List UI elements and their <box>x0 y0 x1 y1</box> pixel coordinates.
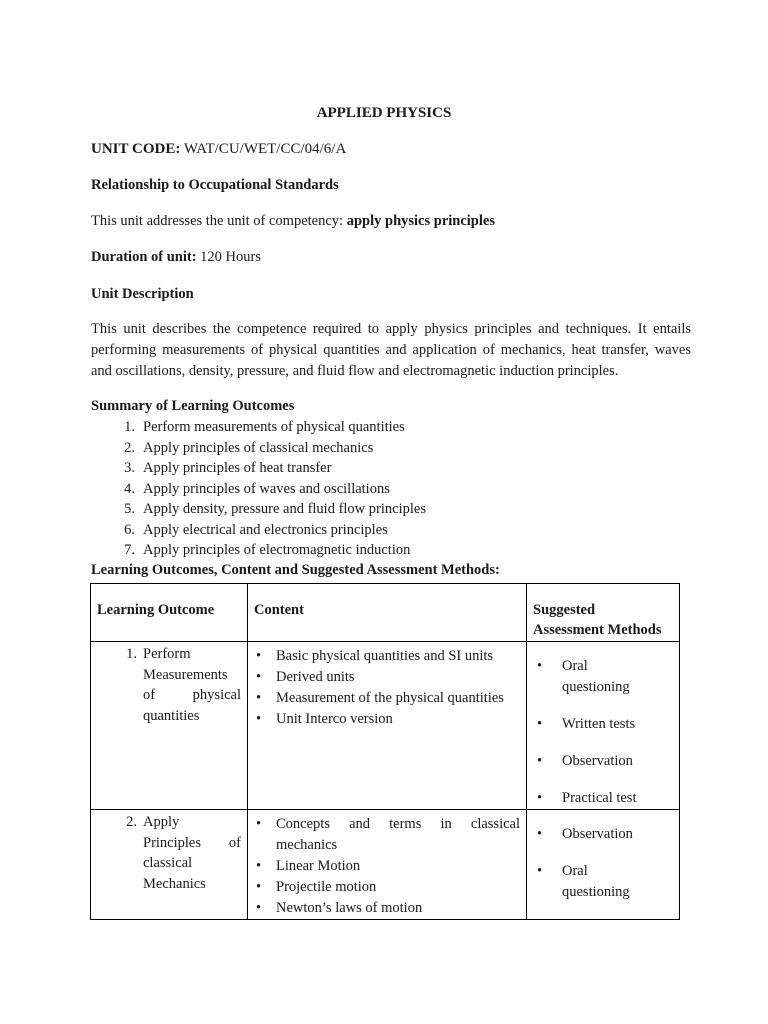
outcome-cell: 2. Apply Principles of classical Mechanics <box>91 810 248 920</box>
list-item: • Measurement of the physical quantities <box>256 690 504 706</box>
summary-heading: Summary of Learning Outcomes <box>91 398 295 414</box>
header-content: Content <box>248 584 527 642</box>
list-item: 6. Apply electrical and electronics principles <box>124 521 388 538</box>
duration-line <box>91 249 261 266</box>
duration-label: Duration of unit: <box>91 249 197 265</box>
outcome-cell: 1. Perform Measurements of physical quantities <box>91 642 248 810</box>
list-item: • Practical test <box>537 790 637 806</box>
table-heading: Learning Outcomes, Content and Suggested Assessment Methods: <box>91 562 500 578</box>
content-cell <box>248 642 527 810</box>
list-item: • Written tests <box>537 716 636 732</box>
unit-code-line <box>91 141 346 158</box>
content-cell <box>248 810 527 920</box>
list-item: 7. Apply principles of electromagnetic induction <box>124 542 411 558</box>
competency-prefix: This unit addresses the unit of competency: <box>91 213 344 229</box>
list-item: • Derived units <box>256 669 355 685</box>
list-item: • Observation <box>537 753 633 769</box>
list-item: 1. Perform measurements of physical quantities <box>124 419 405 435</box>
list-item: 3. Apply principles of heat transfer <box>124 460 332 476</box>
learning-outcomes-list <box>91 417 426 561</box>
unit-description <box>91 319 691 382</box>
header-learning-outcome: Learning Outcome <box>91 584 248 642</box>
list-item: • Oral questioning <box>537 658 630 695</box>
list-item: • Basic physical quantities and SI units <box>256 648 494 664</box>
list-item: • Oral questioning <box>537 863 630 900</box>
duration-value: 120 Hours <box>200 249 261 265</box>
list-item: • Linear Motion <box>256 858 361 874</box>
description-line: and oscillations, density, pressure, and fluid flow and electromagnetic induction principles. <box>91 363 619 379</box>
table-row <box>91 810 680 920</box>
list-item: • Observation <box>537 826 633 842</box>
description-heading: Unit Description <box>91 286 194 302</box>
list-item: 5. Apply density, pressure and fluid flow principles <box>124 501 426 517</box>
list-item: • Projectile motion <box>256 879 377 895</box>
table-header-row <box>91 584 680 642</box>
assessment-cell <box>527 642 680 810</box>
description-line: performing measurements of physical quantities and application of mechanics, heat transfer, waves <box>91 342 691 358</box>
competency-value: apply physics principles <box>346 213 495 229</box>
header-assessment: Suggested Assessment Methods <box>527 584 680 642</box>
document-title: APPLIED PHYSICS <box>316 105 452 121</box>
unit-code-value: WAT/CU/WET/CC/04/6/A <box>183 141 347 157</box>
assessment-table <box>90 583 680 920</box>
description-line: This unit describes the competence required to apply physics principles and techniques. It entails <box>91 321 691 337</box>
list-item: • Concepts and terms in classical mechanics <box>256 816 520 853</box>
unit-code-label: UNIT CODE: <box>91 141 181 157</box>
relationship-heading: Relationship to Occupational Standards <box>91 177 339 193</box>
list-item: 2. Apply principles of classical mechanics <box>124 439 374 456</box>
list-item: • Newton’s laws of motion <box>256 900 423 916</box>
list-item: • Unit Interco version <box>256 711 393 727</box>
assessment-cell <box>527 810 680 920</box>
table-row <box>91 642 680 810</box>
competency-line <box>91 213 495 230</box>
list-item: 4. Apply principles of waves and oscillations <box>124 480 390 497</box>
